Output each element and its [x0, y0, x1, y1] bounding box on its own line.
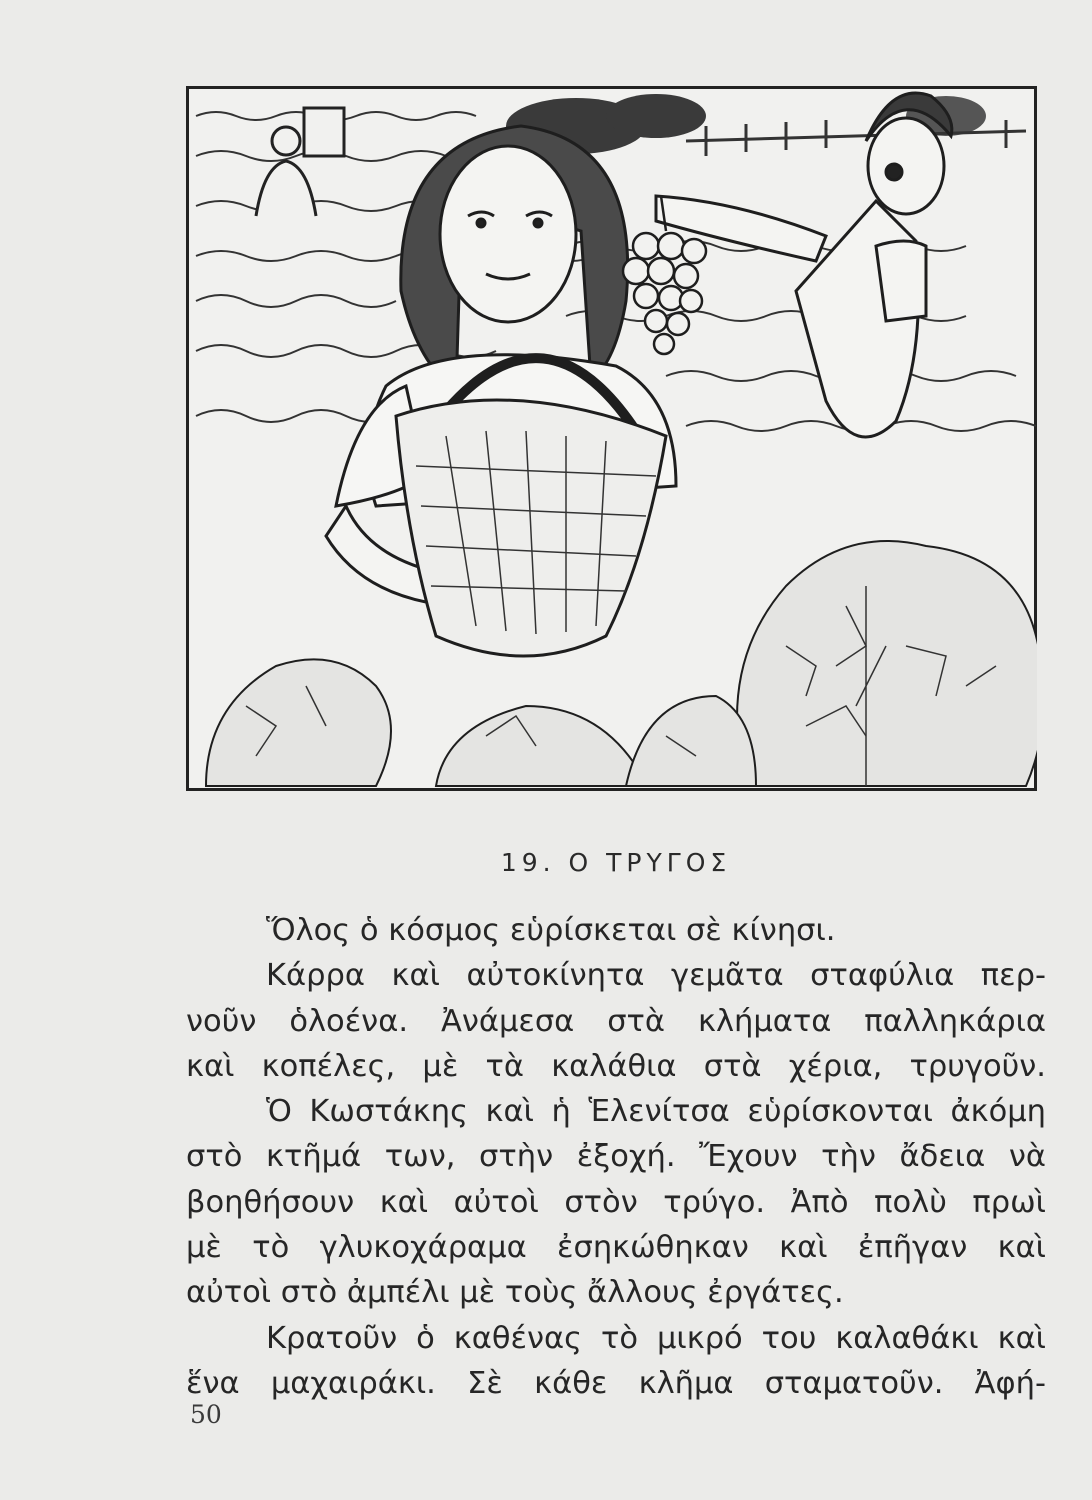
body-text: [186, 908, 1046, 1406]
text-line: ἕνα μαχαιράκι. Σὲ κάθε κλῆμα σταματοῦν. Ἀφή-: [186, 1365, 1046, 1401]
text-line: Ὁ Κωστάκης καὶ ἡ Ἑλενίτσα εὑρίσκονται ἀκόμη: [266, 1094, 1046, 1130]
text-line: στὸ κτῆμά των, στὴν ἐξοχή. Ἔχουν τὴν ἄδεια νὰ: [186, 1139, 1046, 1175]
text-line: Κάρρα καὶ αὐτοκίνητα γεμᾶτα σταφύλια περ-: [266, 958, 1046, 994]
page-number: 50: [190, 1400, 222, 1429]
text-line: βοηθήσουν καὶ αὐτοὶ στὸν τρύγο. Ἀπὸ πολὺ πρωὶ: [186, 1184, 1046, 1220]
grape-harvest-illustration-icon: [186, 86, 1037, 791]
text-line: Ὅλος ὁ κόσμος εὑρίσκεται σὲ κίνησι.: [266, 913, 836, 948]
text-line: Κρατοῦν ὁ καθένας τὸ μικρό του καλαθάκι καὶ: [266, 1320, 1046, 1356]
text-line: νοῦν ὁλοένα. Ἀνάμεσα στὰ κλήματα παλληκάρια: [186, 1003, 1046, 1039]
chapter-number: 19.: [500, 848, 556, 877]
grape-harvest-illustration: [186, 86, 1037, 791]
chapter-heading: [0, 848, 1092, 877]
text-line: μὲ τὸ γλυκοχάραμα ἐσηκώθηκαν καὶ ἐπῆγαν καὶ: [186, 1230, 1046, 1266]
text-line: καὶ κοπέλες, μὲ τὰ καλάθια στὰ χέρια, τρυγοῦν.: [186, 1048, 1046, 1084]
chapter-title: Ο ΤΡΥΓΟΣ: [568, 848, 732, 877]
text-line: αὐτοὶ στὸ ἀμπέλι μὲ τοὺς ἄλλους ἐργάτες.: [186, 1275, 844, 1311]
